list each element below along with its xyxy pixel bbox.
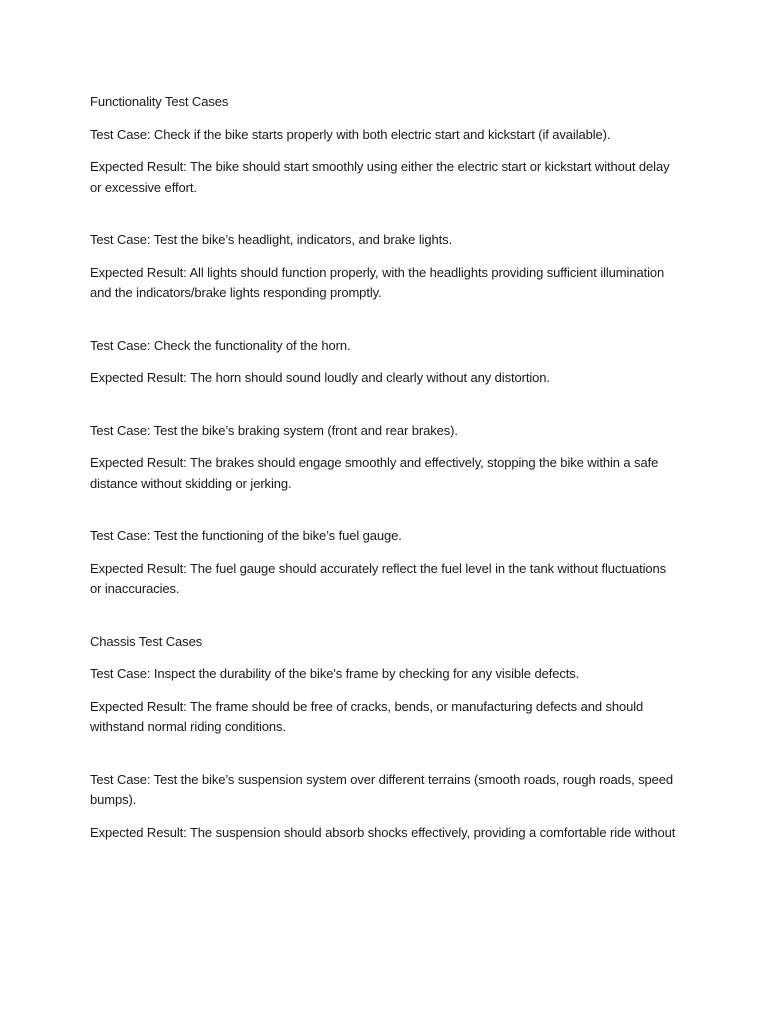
test-case-text: Test Case: Test the functioning of the bike’s fuel gauge. (90, 528, 402, 543)
section-heading-chassis: Chassis Test Cases (90, 633, 203, 649)
expected-result-text: Expected Result: The horn should sound loudly and clearly without any distortion. (90, 370, 550, 385)
expected-result-text: Expected Result: The frame should be free of cracks, bends, or manufacturing defects and should withstand normal riding conditions. (90, 698, 644, 734)
section-heading-functionality: Functionality Test Cases (90, 94, 229, 109)
expected-result-text: Expected Result: The fuel gauge should accurately reflect the fuel level in the tank without fluctuations or inaccuracies. (90, 560, 667, 596)
test-case-text: Test Case: Test the bike’s headlight, indicators, and brake lights. (90, 232, 453, 247)
test-case-text: Test Case: Test the bike’s braking system (front and rear brakes). (90, 422, 458, 438)
test-case-text: Test Case: Test the bike’s suspension system over different terrains (smooth roads, rough roads, speed bumps). (90, 771, 674, 807)
expected-result-text: Expected Result: The brakes should engage smoothly and effectively, stopping the bike within a safe distance without skidding or jerking. (90, 455, 659, 491)
expected-result-text: Expected Result: The suspension should absorb shocks effectively, providing a comfortable ride without (90, 824, 676, 840)
test-case-text: Test Case: Inspect the durability of the bike's frame by checking for any visible defects. (90, 666, 580, 681)
expected-result-text: Expected Result: All lights should function properly, with the headlights providing sufficient illumination and the indicators/brake lights responding promptly. (90, 264, 665, 300)
expected-result-text: Expected Result: The bike should start smoothly using either the electric start or kickstart without delay or excessive effort. (90, 159, 670, 195)
document-body (90, 92, 680, 843)
test-case-text: Test Case: Check if the bike starts properly with both electric start and kickstart (if available). (90, 126, 611, 142)
test-case-text: Test Case: Check the functionality of the horn. (90, 337, 351, 353)
